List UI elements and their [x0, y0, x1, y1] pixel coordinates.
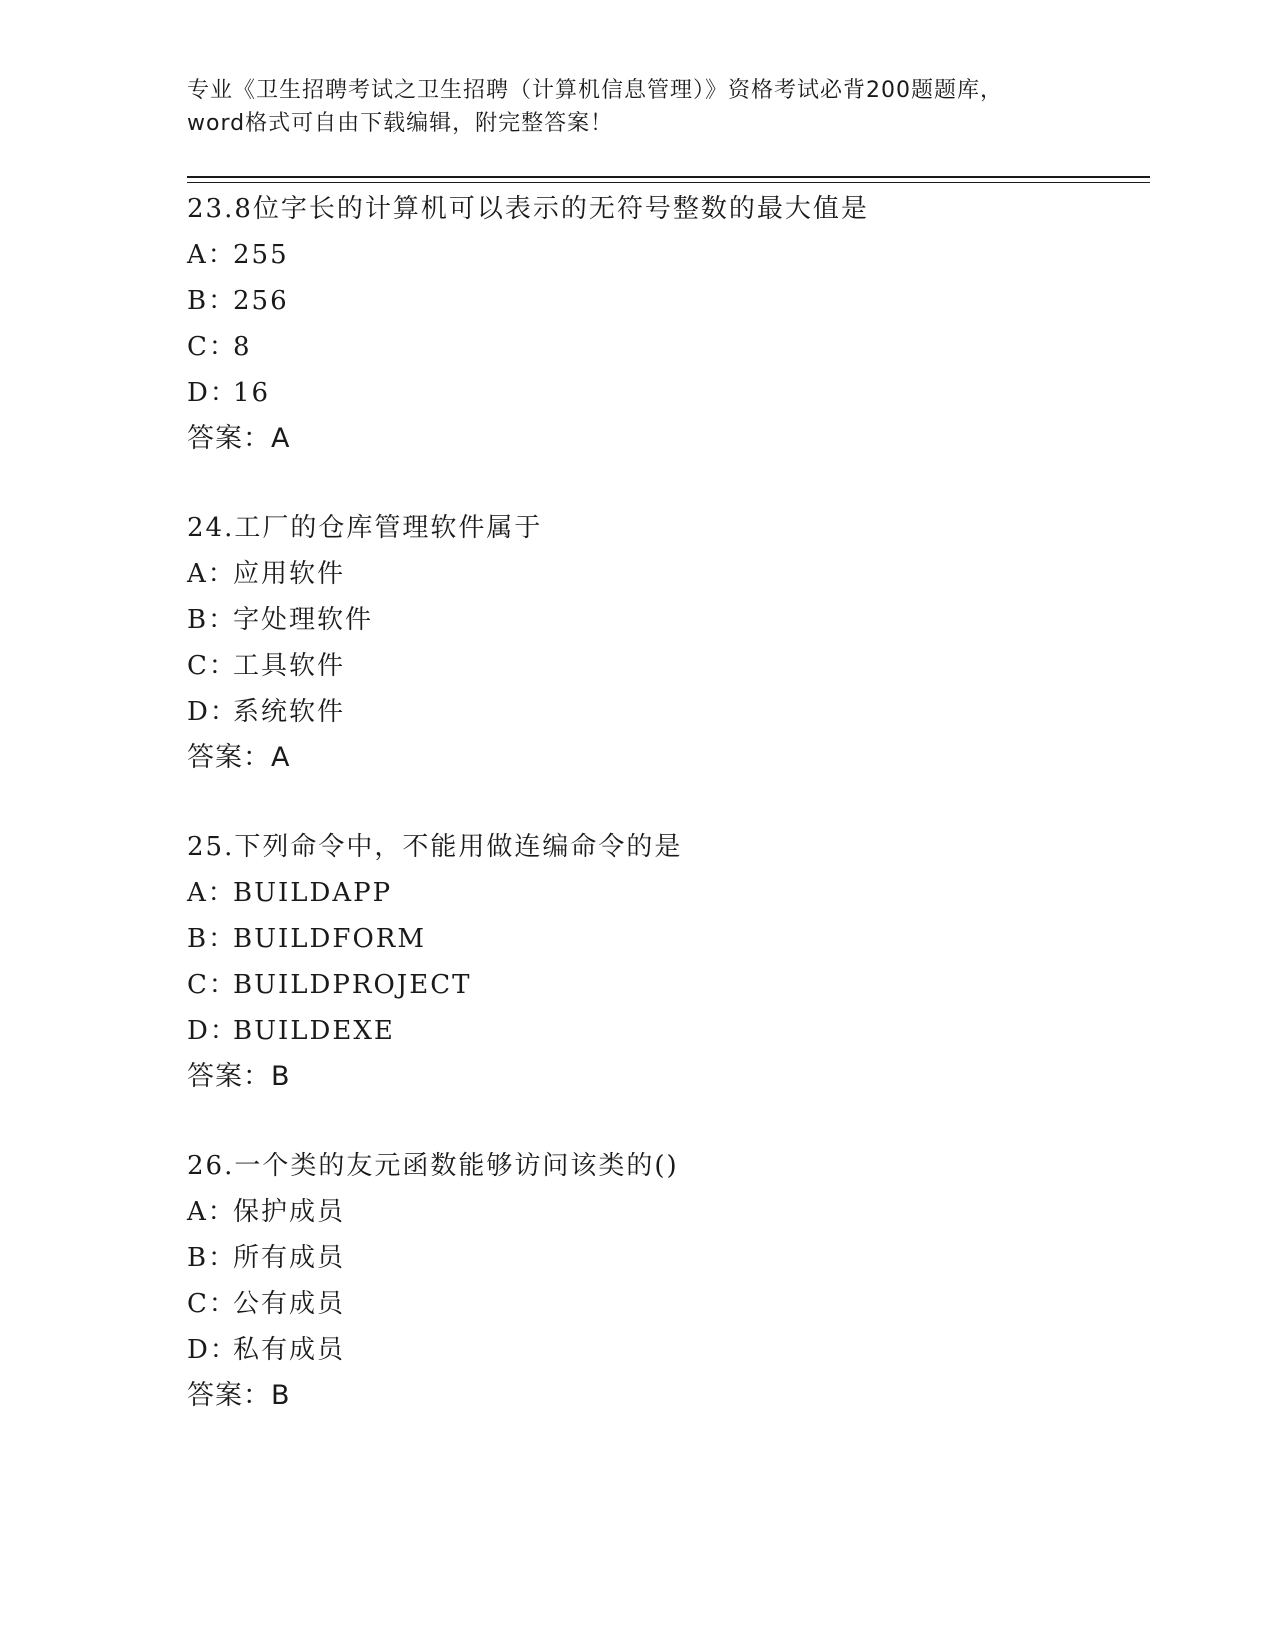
header-divider-thick	[187, 176, 1150, 178]
option-text: BUILDPROJECT	[233, 970, 472, 1000]
option-text: BUILDEXE	[233, 1016, 395, 1046]
option-key: B：	[187, 605, 237, 635]
option-text: 255	[233, 240, 289, 270]
option-text: 16	[233, 378, 271, 408]
option-key: C：	[187, 1289, 237, 1319]
question-block	[187, 186, 1187, 462]
answer-line: 答案：A	[187, 423, 291, 454]
option-b	[187, 278, 1187, 324]
option-key: C：	[187, 651, 237, 681]
option-b	[187, 916, 1187, 962]
option-text: 工具软件	[233, 651, 346, 681]
document-header	[187, 74, 1087, 140]
option-key: D：	[187, 697, 238, 727]
question-block	[187, 505, 1187, 781]
header-line-1: 专业《卫生招聘考试之卫生招聘（计算机信息管理）》资格考试必背200题题库，	[187, 78, 1003, 103]
option-key: D：	[187, 1335, 238, 1365]
header-divider-thin	[187, 182, 1150, 183]
question-stem: 24.工厂的仓库管理软件属于	[187, 513, 543, 543]
option-key: A：	[187, 878, 236, 908]
option-a	[187, 1189, 1187, 1235]
question-block	[187, 1143, 1187, 1419]
option-b	[187, 1235, 1187, 1281]
option-key: D：	[187, 378, 238, 408]
option-c	[187, 643, 1187, 689]
option-key: A：	[187, 1197, 236, 1227]
option-c	[187, 962, 1187, 1008]
question-stem: 23.8位字长的计算机可以表示的无符号整数的最大值是	[187, 194, 869, 224]
option-key: B：	[187, 924, 237, 954]
answer-line: 答案：B	[187, 1380, 291, 1411]
option-d	[187, 370, 1187, 416]
option-d	[187, 1008, 1187, 1054]
option-text: 私有成员	[233, 1335, 346, 1365]
option-key: A：	[187, 240, 236, 270]
option-text: 系统软件	[233, 697, 346, 727]
option-a	[187, 232, 1187, 278]
question-stem: 26.一个类的友元函数能够访问该类的()	[187, 1151, 679, 1181]
option-text: 所有成员	[233, 1243, 346, 1273]
option-key: C：	[187, 970, 237, 1000]
option-text: 字处理软件	[233, 605, 374, 635]
option-d	[187, 1327, 1187, 1373]
option-key: C：	[187, 332, 237, 362]
option-text: 公有成员	[233, 1289, 346, 1319]
option-text: 8	[233, 332, 252, 362]
header-line-2: word格式可自由下载编辑，附完整答案！	[187, 111, 614, 136]
option-text: BUILDFORM	[233, 924, 426, 954]
option-d	[187, 689, 1187, 735]
option-text: 应用软件	[233, 559, 346, 589]
option-key: A：	[187, 559, 236, 589]
option-a	[187, 870, 1187, 916]
option-c	[187, 1281, 1187, 1327]
option-key: B：	[187, 1243, 237, 1273]
option-a	[187, 551, 1187, 597]
option-text: BUILDAPP	[233, 878, 393, 908]
option-c	[187, 324, 1187, 370]
answer-line: 答案：B	[187, 1061, 291, 1092]
option-text: 256	[233, 286, 289, 316]
question-block	[187, 824, 1187, 1100]
option-text: 保护成员	[233, 1197, 346, 1227]
option-key: B：	[187, 286, 237, 316]
option-b	[187, 597, 1187, 643]
answer-line: 答案：A	[187, 742, 291, 773]
option-key: D：	[187, 1016, 238, 1046]
question-stem: 25.下列命令中，不能用做连编命令的是	[187, 832, 683, 862]
